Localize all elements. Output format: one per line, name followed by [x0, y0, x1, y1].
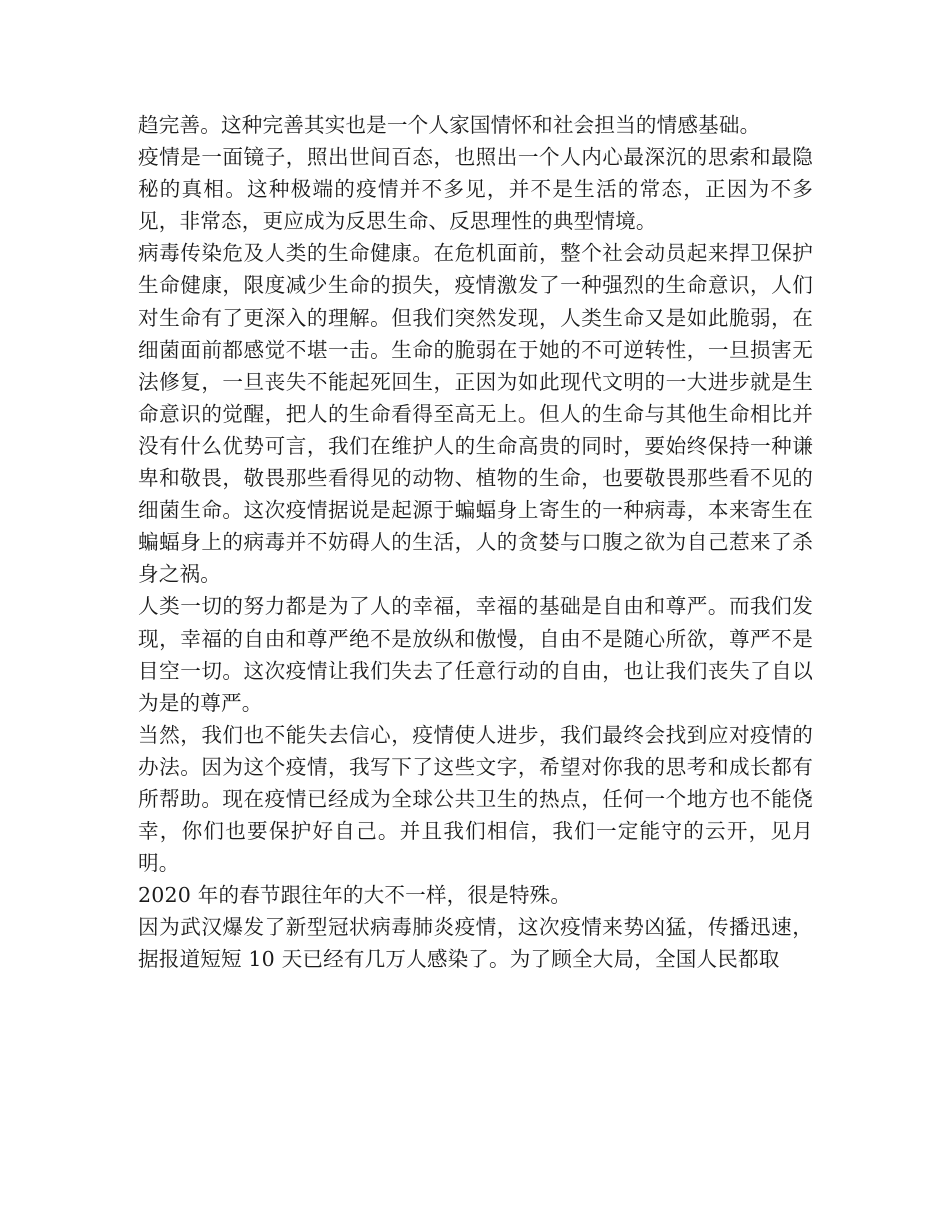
paragraph: 疫情是一面镜子，照出世间百态，也照出一个人内心最深沉的思索和最隐秘的真相。这种极端的疫情并不多见，并不是生活的常态，正因为不多见，非常态，更应成为反思生命、反思理性的典型情境。 — [138, 145, 813, 234]
paragraph: 当然，我们也不能失去信心，疫情使人进步，我们最终会找到应对疫情的办法。因为这个疫情，我写下了这些文字，希望对你我的思考和成长都有所帮助。现在疫情已经成为全球公共卫生的热点，任何一个地方也不能侥幸，你们也要保护好自己。并且我们相信，我们一定能守的云开，见月明。 — [138, 722, 813, 876]
paragraph: 病毒传染危及人类的生命健康。在危机面前，整个社会动员起来捍卫保护生命健康，限度减少生命的损失，疫情激发了一种强烈的生命意识，人们对生命有了更深入的理解。但我们突然发现，人类生命又是如此脆弱，在细菌面前都感觉不堪一击。生命的脆弱在于她的不可逆转性，一旦损害无法修复，一旦丧失不能起死回生，正因为如此现代文明的一大进步就是生命意识的觉醒，把人的生命看得至高无上。但人的生命与其他生命相比并没有什么优势可言，我们在维护人的生命高贵的同时，要始终保持一种谦卑和敬畏，敬畏那些看得见的动物、植物的生命，也要敬畏那些看不见的细菌生命。这次疫情据说是起源于蝙蝠身上寄生的一种病毒，本来寄生在蝙蝠身上的病毒并不妨碍人的生活，人的贪婪与口腹之欲为自己惹来了杀身之祸。 — [138, 241, 813, 587]
document-body — [138, 109, 813, 976]
paragraph: 2020 年的春节跟往年的大不一样，很是特殊。 — [138, 883, 572, 908]
paragraph: 人类一切的努力都是为了人的幸福，幸福的基础是自由和尊严。而我们发现，幸福的自由和尊严绝不是放纵和傲慢，自由不是随心所欲，尊严不是目空一切。这次疫情让我们失去了任意行动的自由，也让我们丧失了自以为是的尊严。 — [138, 594, 813, 715]
paragraph: 趋完善。这种完善其实也是一个人家国情怀和社会担当的情感基础。 — [138, 113, 761, 137]
paragraph: 因为武汉爆发了新型冠状病毒肺炎疫情，这次疫情来势凶猛，传播迅速，据报道短短 10 天已经有几万人感染了。为了顾全大局，全国人民都取 — [138, 915, 813, 972]
